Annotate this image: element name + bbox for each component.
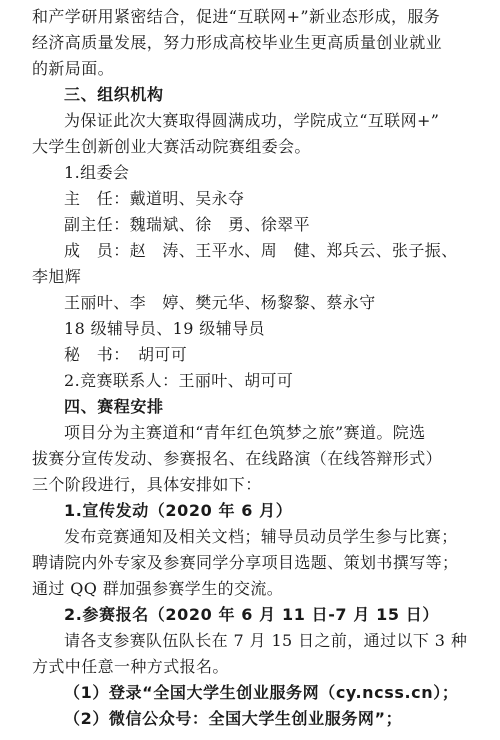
line-text: 的新局面。: [32, 59, 115, 78]
list-item-text: （2）微信公众号：全国大学生创业服务网”；: [64, 709, 403, 728]
body-text-line: [0, 472, 500, 498]
body-text-line: [0, 264, 500, 290]
subsection-heading: [0, 498, 500, 524]
body-text-line: [0, 238, 500, 264]
line-text: 李旭辉: [32, 267, 82, 286]
body-text-line: [0, 368, 500, 394]
line-text: 18 级辅导员、19 级辅导员: [64, 319, 265, 338]
body-text-line: [0, 576, 500, 602]
line-text: 秘 书： 胡可可: [64, 345, 188, 364]
body-text-line: [0, 134, 500, 160]
line-text: 副主任：魏瑞斌、徐 勇、徐翠平: [64, 215, 311, 234]
list-item-text: （1）登录“全国大学生创业服务网（cy.ncss.cn）；: [64, 683, 459, 702]
line-text: 为保证此次大赛取得圆满成功，学院成立“互联网+”: [64, 111, 440, 130]
line-text: 成 员：赵 涛、王平水、周 健、郑兵云、张子振、: [64, 241, 458, 260]
section-heading: [0, 394, 500, 420]
body-text-line: [0, 550, 500, 576]
body-text-line: [0, 420, 500, 446]
list-item: [0, 680, 500, 706]
body-text-line: [0, 56, 500, 82]
line-text: 经济高质量发展，努力形成高校毕业生更高质量创业就业: [32, 33, 443, 52]
line-text: 请各支参赛队伍队长在 7 月 15 日之前，通过以下 3 种: [64, 631, 468, 650]
heading-text: 四、赛程安排: [64, 397, 164, 416]
body-text-line: [0, 212, 500, 238]
body-text-line: [0, 30, 500, 56]
body-text-line: [0, 290, 500, 316]
body-text-line: [0, 160, 500, 186]
line-text: 方式中任意一种方式报名。: [32, 657, 229, 676]
line-text: 发布竞赛通知及相关文档；辅导员动员学生参与比赛；: [64, 527, 458, 546]
body-text-line: [0, 446, 500, 472]
body-text-line: [0, 628, 500, 654]
body-text-line: [0, 654, 500, 680]
line-text: 拔赛分宣传发动、参赛报名、在线路演（在线答辩形式）: [32, 449, 443, 468]
body-text-line: [0, 316, 500, 342]
heading-text: 三、组织机构: [64, 85, 164, 104]
line-text: 三个阶段进行，具体安排如下：: [32, 475, 262, 494]
line-text: 2.竞赛联系人：王丽叶、胡可可: [64, 371, 294, 390]
line-text: 和产学研用紧密结合，促进“互联网+”新业态形成，服务: [32, 7, 441, 26]
body-text-line: [0, 4, 500, 30]
line-text: 1.组委会: [64, 163, 130, 182]
line-text: 通过 QQ 群加强参赛学生的交流。: [32, 579, 284, 598]
body-text-line: [0, 524, 500, 550]
heading-text: 1.宣传发动（2020 年 6 月）: [64, 501, 293, 520]
line-text: 聘请院内外专家及参赛同学分享项目选题、策划书撰写等；: [32, 553, 459, 572]
body-text-line: [0, 342, 500, 368]
line-text: 王丽叶、李 婷、樊元华、杨黎黎、蔡永守: [64, 293, 376, 312]
line-text: 大学生创新创业大赛活动院赛组委会。: [32, 137, 311, 156]
body-text-line: [0, 186, 500, 212]
line-text: 主 任：戴道明、吴永夺: [64, 189, 245, 208]
line-text: 项目分为主赛道和“青年红色筑梦之旅”赛道。院选: [64, 423, 426, 442]
subsection-heading: [0, 602, 500, 628]
section-heading: [0, 82, 500, 108]
list-item: [0, 706, 500, 732]
heading-text: 2.参赛报名（2020 年 6 月 11 日-7 月 15 日）: [64, 605, 439, 624]
body-text-line: [0, 108, 500, 134]
